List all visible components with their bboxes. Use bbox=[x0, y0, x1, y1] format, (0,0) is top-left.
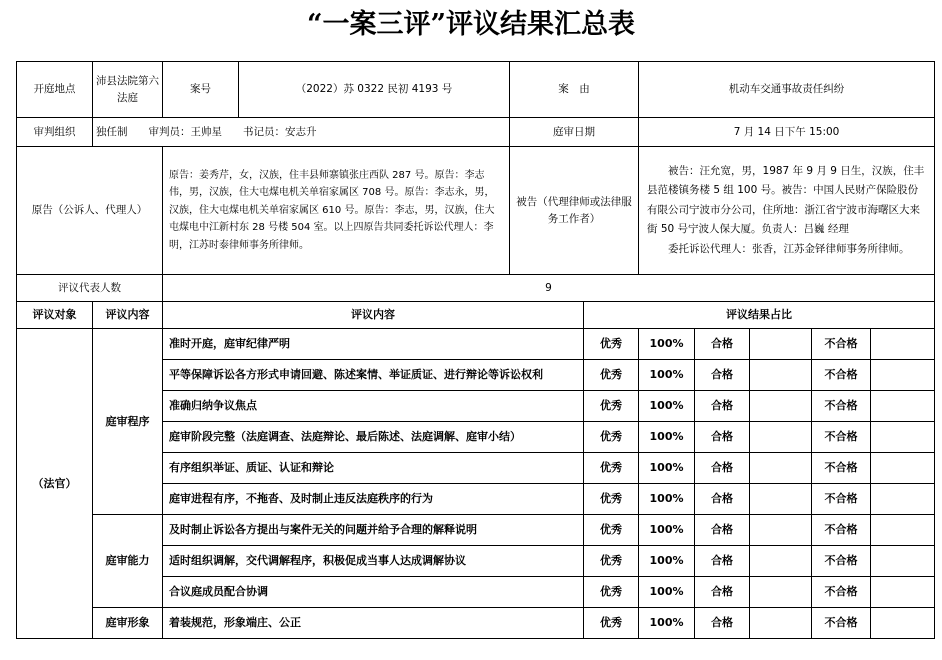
evaluation-row bbox=[17, 329, 935, 360]
pass-percent bbox=[750, 577, 812, 608]
pass-percent bbox=[750, 329, 812, 360]
criterion-text: 平等保障诉讼各方形式申请回避、陈述案情、举证质证、进行辩论等诉讼权利 bbox=[163, 360, 584, 391]
fail-percent bbox=[871, 329, 935, 360]
pass-label: 合格 bbox=[695, 329, 750, 360]
date-value: 7 月 14 日下午 15:00 bbox=[639, 118, 935, 147]
pass-percent bbox=[750, 422, 812, 453]
excellent-percent: 100% bbox=[639, 546, 695, 577]
cause-label: 案 由 bbox=[510, 62, 639, 118]
excellent-percent: 100% bbox=[639, 577, 695, 608]
fail-label: 不合格 bbox=[812, 608, 871, 639]
fail-percent bbox=[871, 546, 935, 577]
criterion-text: 准时开庭，庭审纪律严明 bbox=[163, 329, 584, 360]
reviewers-value: 9 bbox=[163, 275, 935, 302]
excellent-label: 优秀 bbox=[584, 329, 639, 360]
defendant-cell bbox=[639, 147, 935, 275]
fail-percent bbox=[871, 453, 935, 484]
col-header-result: 评议结果占比 bbox=[584, 302, 935, 329]
pass-percent bbox=[750, 608, 812, 639]
header-row-court bbox=[17, 62, 935, 118]
criterion-text: 庭审阶段完整（法庭调查、法庭辩论、最后陈述、法庭调解、庭审小结） bbox=[163, 422, 584, 453]
pass-label: 合格 bbox=[695, 515, 750, 546]
fail-percent bbox=[871, 360, 935, 391]
plaintiff-text: 原告：姜秀芹，女，汉族，住丰县师寨镇张庄西队 287 号。原告：李志伟，男，汉族，住大屯煤电机关单宿家属区 708 号。原告：李志永，男，汉族，住大屯煤电机关单宿家属区 610 号。原告：李志，男，汉族，住大屯煤电中江新村东 28 号楼 504 室。以上四原告共同委托诉讼代理人：李明，江苏时泰律师事务所律师。 bbox=[163, 147, 510, 275]
excellent-label: 优秀 bbox=[584, 391, 639, 422]
excellent-label: 优秀 bbox=[584, 608, 639, 639]
pass-percent bbox=[750, 391, 812, 422]
pass-percent bbox=[750, 484, 812, 515]
pass-percent bbox=[750, 546, 812, 577]
evaluation-category: 庭审程序 bbox=[93, 329, 163, 515]
excellent-percent: 100% bbox=[639, 453, 695, 484]
criterion-text: 着装规范，形象端庄、公正 bbox=[163, 608, 584, 639]
fail-percent bbox=[871, 484, 935, 515]
defendant-agent: 委托诉讼代理人：张香，江苏金铎律师事务所律师。 bbox=[668, 242, 910, 255]
fail-label: 不合格 bbox=[812, 577, 871, 608]
parties-row bbox=[17, 147, 935, 275]
fail-label: 不合格 bbox=[812, 329, 871, 360]
pass-label: 合格 bbox=[695, 546, 750, 577]
pass-label: 合格 bbox=[695, 360, 750, 391]
column-header-row bbox=[17, 302, 935, 329]
excellent-percent: 100% bbox=[639, 391, 695, 422]
fail-percent bbox=[871, 422, 935, 453]
header-row-org bbox=[17, 118, 935, 147]
pass-percent bbox=[750, 515, 812, 546]
evaluation-row bbox=[17, 608, 935, 639]
excellent-percent: 100% bbox=[639, 484, 695, 515]
excellent-label: 优秀 bbox=[584, 360, 639, 391]
plaintiff-label: 原告（公诉人、代理人） bbox=[17, 147, 163, 275]
criterion-text: 准确归纳争议焦点 bbox=[163, 391, 584, 422]
excellent-percent: 100% bbox=[639, 515, 695, 546]
court-label: 开庭地点 bbox=[17, 62, 93, 118]
fail-label: 不合格 bbox=[812, 484, 871, 515]
fail-label: 不合格 bbox=[812, 391, 871, 422]
evaluation-category: 庭审形象 bbox=[93, 608, 163, 639]
criterion-text: 及时制止诉讼各方提出与案件无关的问题并给予合理的解释说明 bbox=[163, 515, 584, 546]
page-title: “一案三评”评议结果汇总表 bbox=[306, 9, 636, 40]
fail-label: 不合格 bbox=[812, 515, 871, 546]
evaluation-body bbox=[17, 329, 935, 639]
court-value: 沛县法院第六法庭 bbox=[93, 62, 163, 118]
excellent-label: 优秀 bbox=[584, 577, 639, 608]
pass-label: 合格 bbox=[695, 453, 750, 484]
evaluation-target: （法官） bbox=[17, 329, 93, 639]
col-header-target: 评议对象 bbox=[17, 302, 93, 329]
cause-value: 机动车交通事故责任纠纷 bbox=[639, 62, 935, 118]
excellent-percent: 100% bbox=[639, 608, 695, 639]
pass-label: 合格 bbox=[695, 577, 750, 608]
defendant-text: 被告：汪允宽，男，1987 年 9 月 9 日生，汉族，住丰县范楼镇务楼 5 组 100 号。被告：中国人民财产保险股份有限公司宁波市分公司，住所地：浙江省宁波市海曙区大来街 50 号宁波人保大厦。负责人：吕巍 经理 bbox=[647, 164, 925, 236]
excellent-label: 优秀 bbox=[584, 484, 639, 515]
date-label: 庭审日期 bbox=[510, 118, 639, 147]
fail-label: 不合格 bbox=[812, 546, 871, 577]
defendant-label: 被告（代理律师或法律服务工作者） bbox=[510, 147, 639, 275]
pass-label: 合格 bbox=[695, 422, 750, 453]
excellent-label: 优秀 bbox=[584, 453, 639, 484]
pass-percent bbox=[750, 453, 812, 484]
case-no-label: 案号 bbox=[163, 62, 239, 118]
summary-table bbox=[16, 61, 935, 639]
fail-percent bbox=[871, 608, 935, 639]
fail-percent bbox=[871, 515, 935, 546]
criterion-text: 庭审进程有序，不拖沓、及时制止违反法庭秩序的行为 bbox=[163, 484, 584, 515]
pass-label: 合格 bbox=[695, 484, 750, 515]
page-bottom-margin bbox=[0, 644, 942, 660]
excellent-percent: 100% bbox=[639, 329, 695, 360]
reviewers-row bbox=[17, 275, 935, 302]
criterion-text: 合议庭成员配合协调 bbox=[163, 577, 584, 608]
fail-percent bbox=[871, 577, 935, 608]
col-header-category: 评议内容 bbox=[93, 302, 163, 329]
reviewers-label: 评议代表人数 bbox=[17, 275, 163, 302]
excellent-label: 优秀 bbox=[584, 422, 639, 453]
excellent-percent: 100% bbox=[639, 422, 695, 453]
excellent-label: 优秀 bbox=[584, 515, 639, 546]
fail-label: 不合格 bbox=[812, 422, 871, 453]
pass-label: 合格 bbox=[695, 391, 750, 422]
col-header-content: 评议内容 bbox=[163, 302, 584, 329]
criterion-text: 有序组织举证、质证、认证和辩论 bbox=[163, 453, 584, 484]
excellent-label: 优秀 bbox=[584, 546, 639, 577]
fail-percent bbox=[871, 391, 935, 422]
case-no-value: （2022）苏 0322 民初 4193 号 bbox=[239, 62, 510, 118]
evaluation-row bbox=[17, 515, 935, 546]
evaluation-category: 庭审能力 bbox=[93, 515, 163, 608]
fail-label: 不合格 bbox=[812, 453, 871, 484]
criterion-text: 适时组织调解，交代调解程序，积极促成当事人达成调解协议 bbox=[163, 546, 584, 577]
org-value: 独任制 审判员：王帅星 书记员：安志升 bbox=[93, 118, 510, 147]
org-label: 审判组织 bbox=[17, 118, 93, 147]
pass-label: 合格 bbox=[695, 608, 750, 639]
excellent-percent: 100% bbox=[639, 360, 695, 391]
pass-percent bbox=[750, 360, 812, 391]
fail-label: 不合格 bbox=[812, 360, 871, 391]
